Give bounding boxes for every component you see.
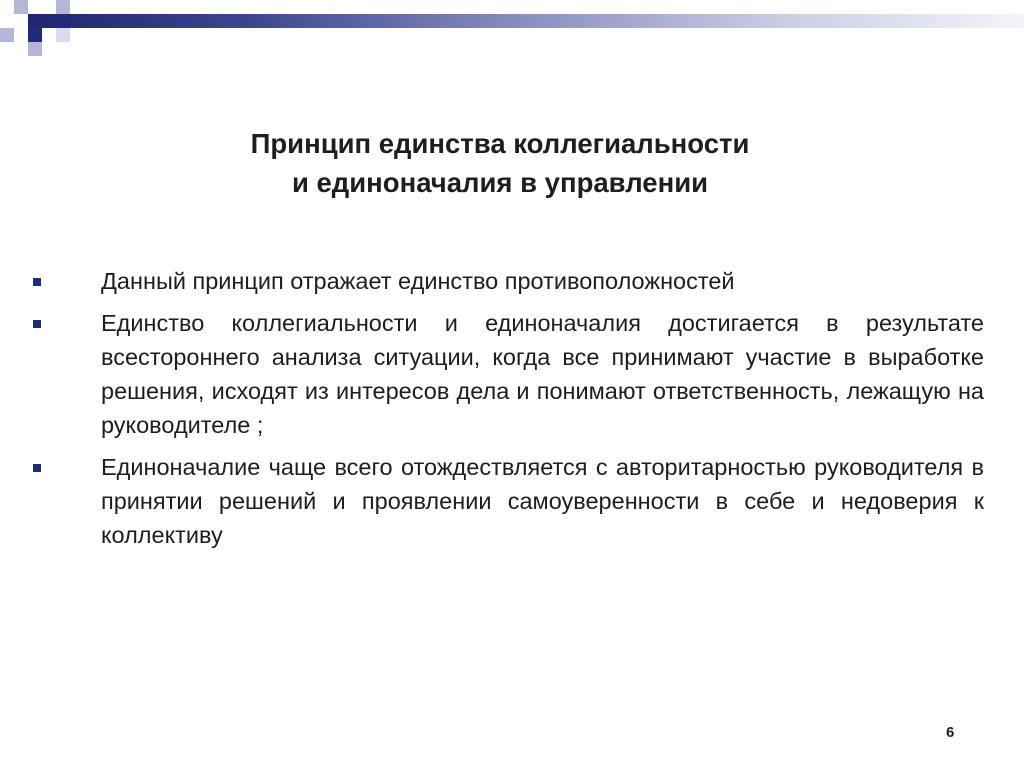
corner-square-decoration [0, 0, 84, 64]
bullet-item [30, 306, 984, 442]
decor-square [56, 28, 70, 42]
decor-square [56, 0, 70, 14]
page-number: 6 [946, 724, 955, 741]
bullet-item [30, 264, 984, 298]
bullet-list [30, 264, 984, 560]
bullet-text: Единоначалие чаще всего отождествляется с авторитарностью руководителя в принятии решений и проявлении самоуверенности в себе и недоверия к коллективу [101, 454, 984, 548]
decor-square [28, 42, 42, 56]
slide-title-line-1: Принцип единства коллегиальности [250, 128, 750, 160]
square-bullet-icon [33, 464, 41, 472]
slide-title-line-2: и единоначалия в управлении [291, 167, 709, 199]
square-bullet-icon [33, 278, 41, 286]
slide-title [120, 124, 880, 202]
bullet-item [30, 450, 984, 552]
decor-square [28, 28, 42, 42]
bullet-text: Данный принцип отражает единство противоположностей [101, 268, 735, 294]
bullet-text: Единство коллегиальности и единоначалия достигается в результате всестороннего анализа ситуации, когда все принимают участие в выработке решения, исходят из интересов дела и понимают ответственность, лежащую на руководителе ; [101, 310, 984, 438]
top-gradient-bar [28, 14, 1024, 28]
decor-square [0, 28, 14, 42]
square-bullet-icon [33, 320, 41, 328]
decor-square [14, 0, 28, 14]
